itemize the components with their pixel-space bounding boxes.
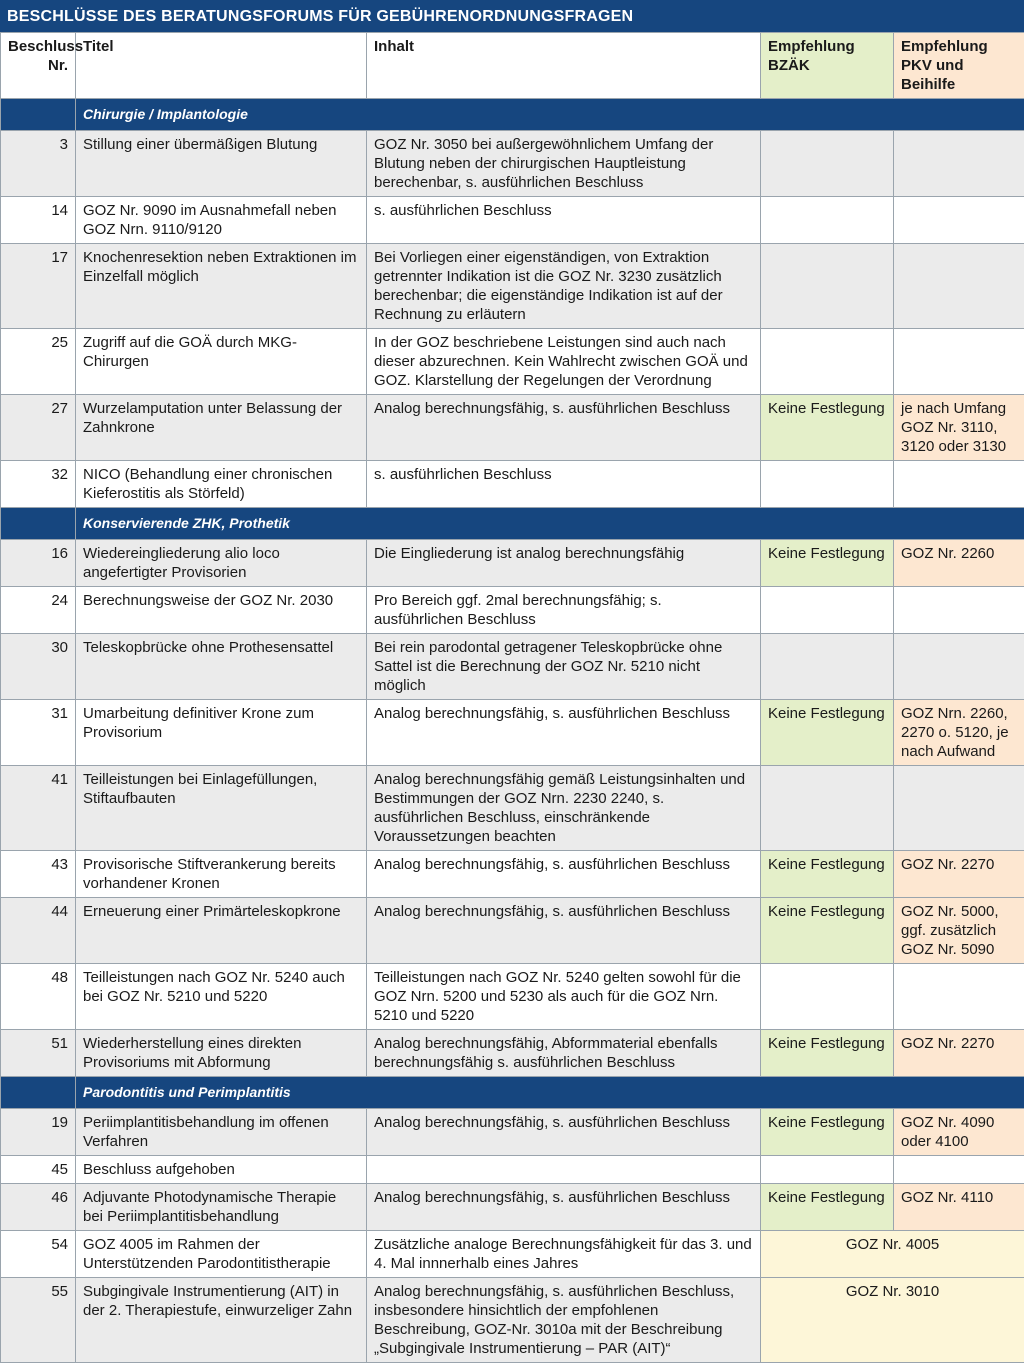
cell-nr: 46	[1, 1184, 76, 1231]
cell-titel: Wiedereingliederung alio loco angefertigter Provisorien	[76, 540, 367, 587]
cell-nr: 45	[1, 1156, 76, 1184]
cell-nr: 27	[1, 395, 76, 461]
cell-pkv: je nach Umfang GOZ Nr. 3110, 3120 oder 3130	[894, 395, 1024, 461]
cell-titel: GOZ Nr. 9090 im Ausnahmefall neben GOZ Nrn. 9110/9120	[76, 197, 367, 244]
column-header-pkv: Empfehlung PKV und Beihilfe	[894, 33, 1024, 99]
cell-nr: 25	[1, 329, 76, 395]
table-row	[1, 851, 1024, 898]
cell-bzaek: Keine Festlegung	[761, 700, 894, 766]
cell-bzaek: Keine Festlegung	[761, 395, 894, 461]
cell-titel: Teleskopbrücke ohne Prothesensattel	[76, 634, 367, 700]
cell-titel: Erneuerung einer Primärteleskopkrone	[76, 898, 367, 964]
cell-nr: 17	[1, 244, 76, 329]
section-header-row	[1, 1077, 1024, 1109]
cell-inhalt: Analog berechnungsfähig, s. ausführlichen Beschluss	[367, 700, 761, 766]
cell-nr: 16	[1, 540, 76, 587]
table-body	[1, 99, 1024, 1363]
cell-nr: 19	[1, 1109, 76, 1156]
cell-pkv: GOZ Nr. 5000, ggf. zusätzlich GOZ Nr. 5090	[894, 898, 1024, 964]
cell-pkv: GOZ Nrn. 2260, 2270 o. 5120, je nach Aufwand	[894, 700, 1024, 766]
section-header-spacer	[1, 508, 76, 540]
cell-bzaek: Keine Festlegung	[761, 1030, 894, 1077]
cell-nr: 30	[1, 634, 76, 700]
cell-nr: 55	[1, 1278, 76, 1363]
cell-titel: Berechnungsweise der GOZ Nr. 2030	[76, 587, 367, 634]
table-row	[1, 700, 1024, 766]
section-header-spacer	[1, 1077, 76, 1109]
cell-inhalt: s. ausführlichen Beschluss	[367, 461, 761, 508]
cell-titel: Wurzelamputation unter Belassung der Zahnkrone	[76, 395, 367, 461]
cell-inhalt: Analog berechnungsfähig, s. ausführlichen Beschluss	[367, 1184, 761, 1231]
cell-inhalt: Analog berechnungsfähig, s. ausführlichen Beschluss	[367, 851, 761, 898]
table-row	[1, 1231, 1024, 1278]
cell-merged-recommendation: GOZ Nr. 4005	[761, 1231, 1024, 1278]
resolutions-table	[0, 32, 1024, 1363]
cell-pkv	[894, 634, 1024, 700]
cell-pkv	[894, 964, 1024, 1030]
cell-pkv	[894, 244, 1024, 329]
cell-inhalt: GOZ Nr. 3050 bei außergewöhnlichem Umfang der Blutung neben der chirurgischen Hauptleistung berechenbar, s. ausführlichen Beschluss	[367, 131, 761, 197]
cell-pkv: GOZ Nr. 2270	[894, 1030, 1024, 1077]
cell-inhalt: Die Eingliederung ist analog berechnungsfähig	[367, 540, 761, 587]
cell-inhalt: In der GOZ beschriebene Leistungen sind auch nach dieser abzurechnen. Kein Wahlrecht zwischen GOÄ und GOZ. Klarstellung der Regelungen der Verordnung	[367, 329, 761, 395]
cell-bzaek	[761, 587, 894, 634]
cell-titel: Stillung einer übermäßigen Blutung	[76, 131, 367, 197]
column-header-bzaek: Empfehlung BZÄK	[761, 33, 894, 99]
cell-pkv: GOZ Nr. 2260	[894, 540, 1024, 587]
cell-pkv	[894, 766, 1024, 851]
cell-nr: 51	[1, 1030, 76, 1077]
cell-inhalt: Analog berechnungsfähig gemäß Leistungsinhalten und Bestimmungen der GOZ Nrn. 2230 2240, s. ausführlichen Beschluss, einschränkende Voraussetzungen beachten	[367, 766, 761, 851]
cell-titel: NICO (Behandlung einer chronischen Kieferostitis als Störfeld)	[76, 461, 367, 508]
document-title: BESCHLÜSSE DES BERATUNGSFORUMS FÜR GEBÜHRENORDNUNGSFRAGEN	[0, 0, 1024, 32]
column-header-nr: Beschluss Nr.	[1, 33, 76, 99]
table-row	[1, 197, 1024, 244]
section-header-row	[1, 99, 1024, 131]
cell-bzaek: Keine Festlegung	[761, 1109, 894, 1156]
table-row	[1, 898, 1024, 964]
cell-titel: Teilleistungen nach GOZ Nr. 5240 auch bei GOZ Nr. 5210 und 5220	[76, 964, 367, 1030]
cell-nr: 14	[1, 197, 76, 244]
cell-pkv	[894, 131, 1024, 197]
table-row	[1, 1030, 1024, 1077]
cell-bzaek	[761, 461, 894, 508]
table-row	[1, 131, 1024, 197]
column-header-titel: Titel	[76, 33, 367, 99]
table-row	[1, 329, 1024, 395]
cell-pkv	[894, 1156, 1024, 1184]
cell-pkv	[894, 197, 1024, 244]
cell-bzaek: Keine Festlegung	[761, 540, 894, 587]
cell-bzaek	[761, 197, 894, 244]
cell-bzaek	[761, 766, 894, 851]
cell-inhalt: Bei rein parodontal getragener Teleskopbrücke ohne Sattel ist die Berechnung der GOZ Nr. 5210 nicht möglich	[367, 634, 761, 700]
cell-titel: GOZ 4005 im Rahmen der Unterstützenden Parodontitistherapie	[76, 1231, 367, 1278]
cell-titel: Knochenresektion neben Extraktionen im Einzelfall möglich	[76, 244, 367, 329]
cell-titel: Subgingivale Instrumentierung (AIT) in der 2. Therapiestufe, einwurzeliger Zahn	[76, 1278, 367, 1363]
cell-merged-recommendation: GOZ Nr. 3010	[761, 1278, 1024, 1363]
section-header: Chirurgie / Implantologie	[76, 99, 1024, 131]
cell-bzaek: Keine Festlegung	[761, 1184, 894, 1231]
cell-inhalt: Analog berechnungsfähig, s. ausführlichen Beschluss	[367, 898, 761, 964]
cell-titel: Zugriff auf die GOÄ durch MKG-Chirurgen	[76, 329, 367, 395]
cell-pkv: GOZ Nr. 2270	[894, 851, 1024, 898]
cell-nr: 43	[1, 851, 76, 898]
table-row	[1, 244, 1024, 329]
cell-titel: Wiederherstellung eines direkten Provisoriums mit Abformung	[76, 1030, 367, 1077]
section-header-spacer	[1, 99, 76, 131]
table-row	[1, 540, 1024, 587]
table-row	[1, 395, 1024, 461]
cell-bzaek	[761, 329, 894, 395]
cell-pkv: GOZ Nr. 4110	[894, 1184, 1024, 1231]
cell-inhalt	[367, 1156, 761, 1184]
cell-bzaek: Keine Festlegung	[761, 851, 894, 898]
cell-titel: Adjuvante Photodynamische Therapie bei Periimplantitisbehandlung	[76, 1184, 367, 1231]
table-row	[1, 1156, 1024, 1184]
cell-titel: Provisorische Stiftverankerung bereits vorhandener Kronen	[76, 851, 367, 898]
table-row	[1, 1109, 1024, 1156]
section-header: Parodontitis und Perimplantitis	[76, 1077, 1024, 1109]
table-row	[1, 1184, 1024, 1231]
cell-bzaek	[761, 634, 894, 700]
cell-inhalt: Analog berechnungsfähig, s. ausführlichen Beschluss	[367, 395, 761, 461]
column-header-inhalt: Inhalt	[367, 33, 761, 99]
cell-nr: 41	[1, 766, 76, 851]
cell-pkv	[894, 461, 1024, 508]
cell-titel: Teilleistungen bei Einlagefüllungen, Stiftaufbauten	[76, 766, 367, 851]
table-row	[1, 461, 1024, 508]
cell-nr: 44	[1, 898, 76, 964]
cell-titel: Beschluss aufgehoben	[76, 1156, 367, 1184]
cell-bzaek: Keine Festlegung	[761, 898, 894, 964]
cell-titel: Umarbeitung definitiver Krone zum Provisorium	[76, 700, 367, 766]
cell-nr: 48	[1, 964, 76, 1030]
cell-inhalt: Pro Bereich ggf. 2mal berechnungsfähig; s. ausführlichen Beschluss	[367, 587, 761, 634]
cell-bzaek	[761, 964, 894, 1030]
cell-pkv: GOZ Nr. 4090 oder 4100	[894, 1109, 1024, 1156]
cell-inhalt: Bei Vorliegen einer eigenständigen, von Extraktion getrennter Indikation ist die GOZ Nr. 3230 zusätzlich berechenbar; die eigenständige Indikation ist auf der Rechnung zu erläutern	[367, 244, 761, 329]
table-row	[1, 587, 1024, 634]
cell-pkv	[894, 329, 1024, 395]
cell-bzaek	[761, 1156, 894, 1184]
table-row	[1, 1278, 1024, 1363]
cell-bzaek	[761, 131, 894, 197]
cell-titel: Periimplantitisbehandlung im offenen Verfahren	[76, 1109, 367, 1156]
cell-inhalt: Teilleistungen nach GOZ Nr. 5240 gelten sowohl für die GOZ Nrn. 5200 und 5230 als auch für die GOZ Nrn. 5210 und 5220	[367, 964, 761, 1030]
table-row	[1, 634, 1024, 700]
section-header-row	[1, 508, 1024, 540]
cell-nr: 24	[1, 587, 76, 634]
cell-inhalt: Analog berechnungsfähig, s. ausführlichen Beschluss	[367, 1109, 761, 1156]
cell-inhalt: Zusätzliche analoge Berechnungsfähigkeit für das 3. und 4. Mal innnerhalb eines Jahres	[367, 1231, 761, 1278]
cell-nr: 32	[1, 461, 76, 508]
cell-nr: 31	[1, 700, 76, 766]
cell-inhalt: s. ausführlichen Beschluss	[367, 197, 761, 244]
cell-nr: 54	[1, 1231, 76, 1278]
section-header: Konservierende ZHK, Prothetik	[76, 508, 1024, 540]
cell-bzaek	[761, 244, 894, 329]
cell-nr: 3	[1, 131, 76, 197]
cell-inhalt: Analog berechnungsfähig, Abformmaterial ebenfalls berechnungsfähig s. ausführlichen Beschluss	[367, 1030, 761, 1077]
table-row	[1, 964, 1024, 1030]
cell-inhalt: Analog berechnungsfähig, s. ausführlichen Beschluss, insbesondere hinsichtlich der empfohlenen Beschreibung, GOZ-Nr. 3010a mit der Beschreibung „Subgingivale Instrumentierung – PAR (AIT)“	[367, 1278, 761, 1363]
cell-pkv	[894, 587, 1024, 634]
table-row	[1, 766, 1024, 851]
